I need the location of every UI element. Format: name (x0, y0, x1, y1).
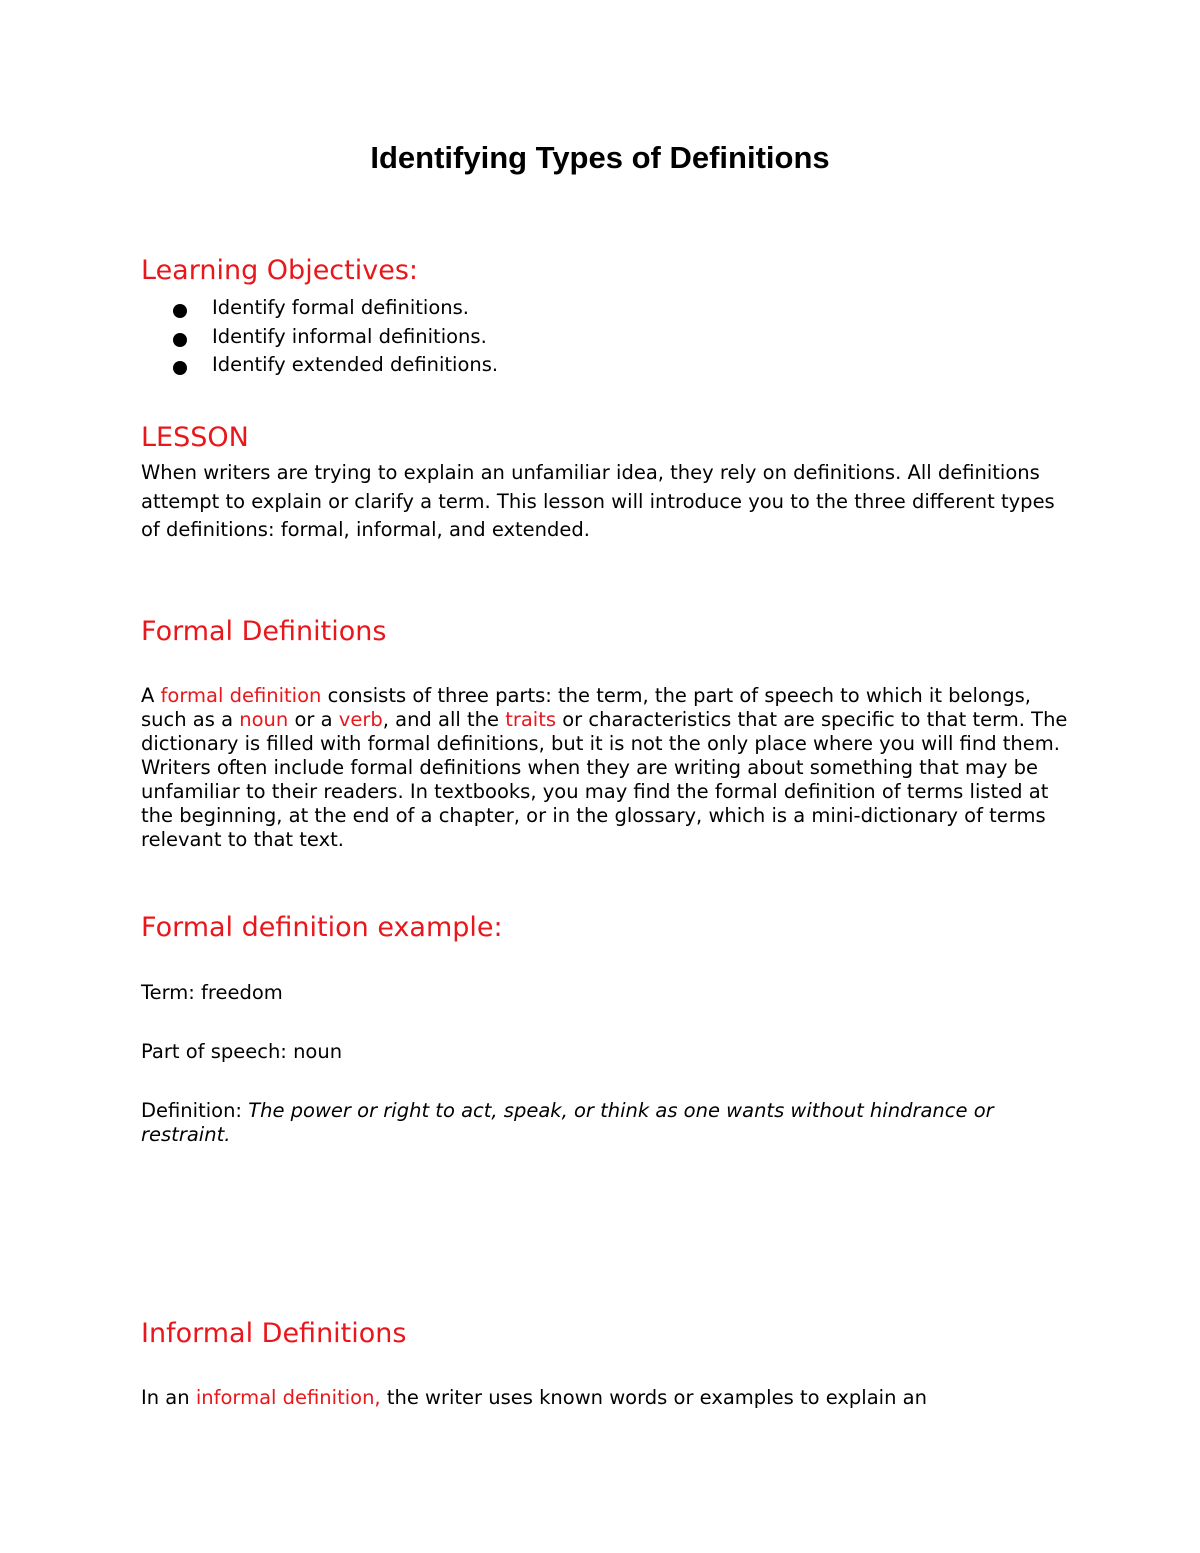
noun-term: noun (239, 708, 289, 731)
formal-example-heading: Formal definition example: (141, 912, 503, 943)
lesson-paragraph: When writers are trying to explain an unfamiliar idea, they rely on definitions. All definitions attempt to explain or clarify a term. This lesson will introduce you to the three different types of definitions: formal, informal, and extended. (141, 461, 1055, 541)
formal-definitions-paragraph: A formal definition consists of three parts: the term, the part of speech to which it belongs, such as a noun or a verb, and all the traits or characteristics that are specific to that term. The dictionary is filled with formal definitions, but it is not the only place where you will find them. Writers often include formal definitions when they are writing about something that may be unfamiliar to their readers. In textbooks, you may find the formal definition of terms listed at the beginning, at the end of a chapter, or in the glossary, which is a mini-dictionary of terms relevant to that text. (141, 684, 1068, 851)
bullet-icon (173, 361, 187, 375)
list-item: Identify informal definitions. (141, 323, 498, 352)
bullet-icon (173, 304, 187, 318)
formal-definitions-heading: Formal Definitions (141, 616, 387, 647)
example-definition-line: Definition: The power or right to act, speak, or think as one wants without hindrance or restraint. (141, 1099, 994, 1146)
list-item: Identify formal definitions. (141, 294, 498, 323)
formal-definition-term: formal definition (160, 684, 322, 707)
informal-definition-term: informal definition, (195, 1386, 381, 1409)
objectives-list (141, 294, 498, 380)
example-part-of-speech-line: Part of speech: noun (141, 1040, 343, 1063)
informal-definitions-paragraph: In an informal definition, the writer uses known words or examples to explain an (141, 1386, 927, 1409)
document-title: Identifying Types of Definitions (370, 140, 830, 175)
informal-definitions-heading: Informal Definitions (141, 1318, 407, 1349)
list-item: Identify extended definitions. (141, 351, 498, 380)
bullet-icon (173, 333, 187, 347)
verb-term: verb (338, 708, 383, 731)
example-term-line: Term: freedom (141, 981, 283, 1004)
objectives-heading: Learning Objectives: (141, 255, 418, 286)
traits-term: traits (505, 708, 557, 731)
lesson-heading: LESSON (141, 422, 249, 453)
